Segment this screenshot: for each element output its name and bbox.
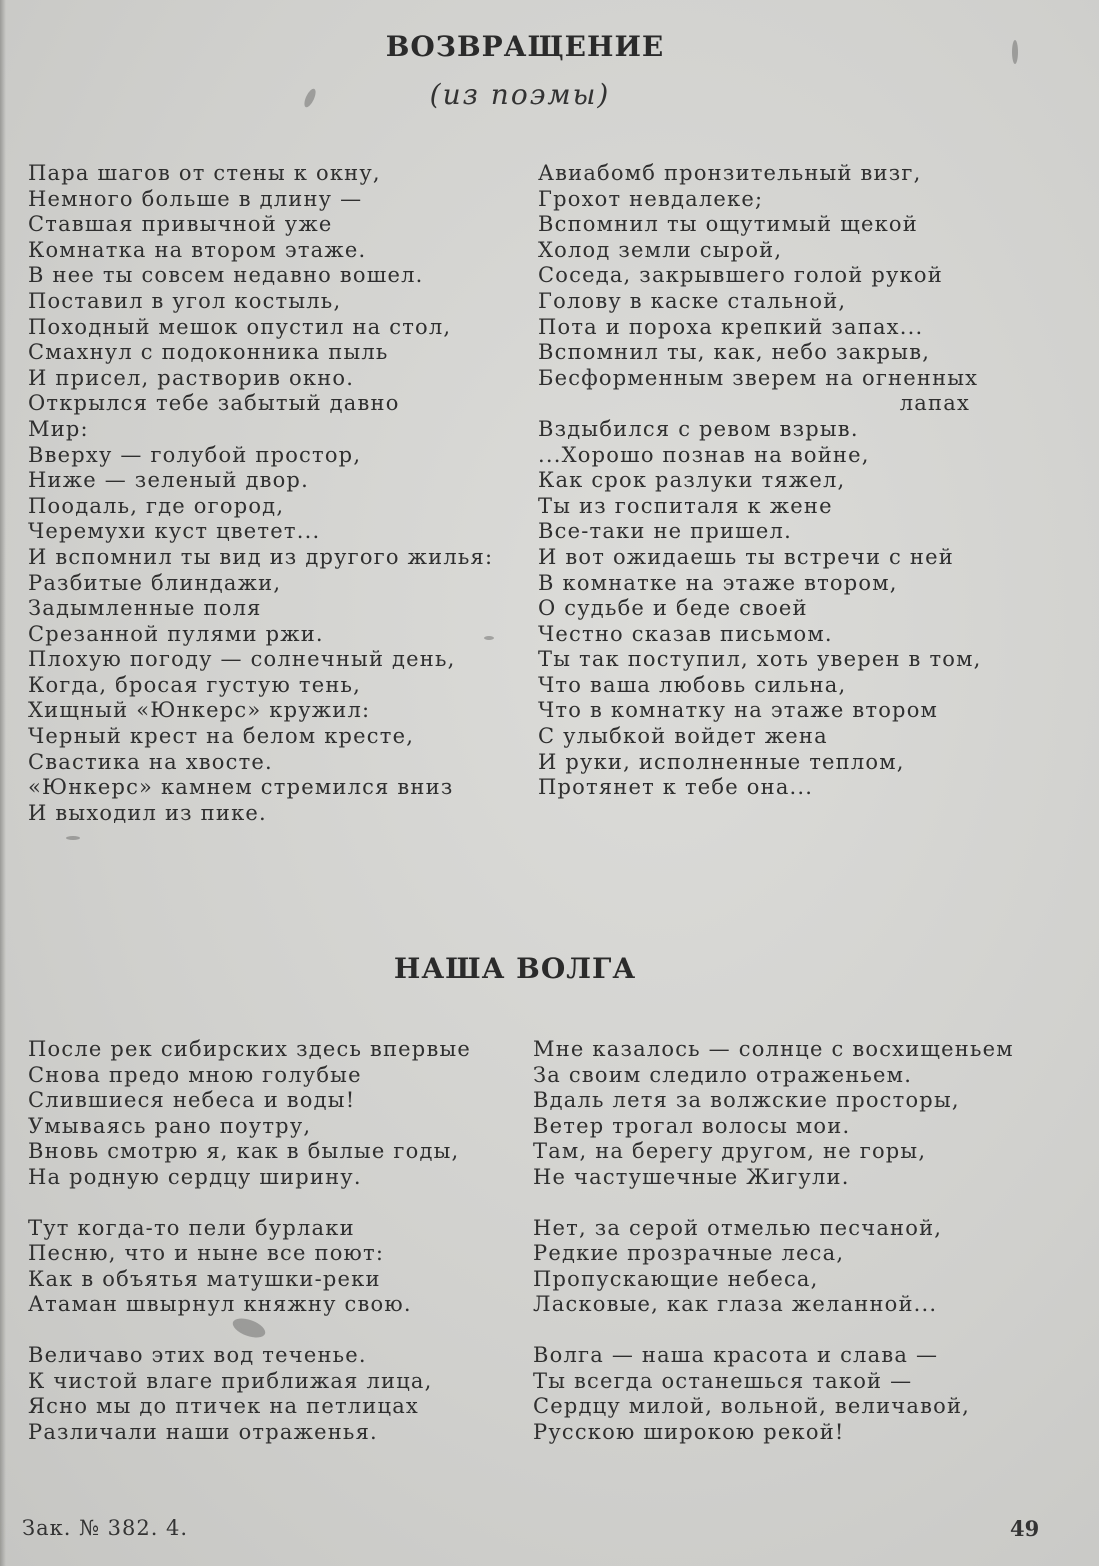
verse-line: Нет, за серой отмелью песчаной, xyxy=(533,1215,943,1240)
poem2-right-column xyxy=(533,1037,1014,1445)
poem1-right-column xyxy=(538,161,982,801)
verse-line: Величаво этих вод теченье. xyxy=(28,1343,367,1368)
verse-line: С улыбкой войдет жена xyxy=(538,724,828,749)
verse-line: Честно сказав письмом. xyxy=(538,621,833,646)
verse-line: Вдаль летя за волжские просторы, xyxy=(533,1088,960,1112)
poem1-subtitle: (из поэмы) xyxy=(429,78,611,111)
verse-line: В комнатке на этаже втором, xyxy=(538,570,898,595)
verse-line: Песню, что и ныне все поют: xyxy=(28,1241,385,1266)
verse-line: И руки, исполненные теплом, xyxy=(538,749,905,774)
page-number: 49 xyxy=(1010,1516,1040,1541)
verse-line: Вновь смотрю я, как в былые годы, xyxy=(28,1139,460,1163)
verse-line: Мне казалось — солнце с восхищеньем xyxy=(533,1037,1014,1061)
stanza-break xyxy=(533,1318,1014,1344)
verse-line: Авиабомб пронзительный визг, xyxy=(538,161,922,185)
page-edge-shadow xyxy=(0,0,6,1566)
verse-line: Умываясь рано поутру, xyxy=(28,1113,312,1138)
verse-line: Ставшая привычной уже xyxy=(28,212,333,237)
verse-line: Ты так поступил, хоть уверен в том, xyxy=(538,647,982,672)
verse-line: Пота и пороха крепкий запах... xyxy=(538,314,924,339)
verse-line: Разбитые блиндажи, xyxy=(28,570,282,595)
ink-speck xyxy=(66,836,80,840)
verse-line: Волга — наша красота и слава — xyxy=(533,1343,939,1368)
verse-line: Вздыбился с ревом взрыв. xyxy=(538,416,859,441)
verse-line: За своим следило отраженьем. xyxy=(533,1062,913,1087)
verse-line: В нее ты совсем недавно вошел. xyxy=(28,263,424,288)
verse-line: Открылся тебе забытый давно xyxy=(28,391,400,416)
ink-speck xyxy=(1012,40,1018,64)
verse-line: ...Хорошо познав на войне, xyxy=(538,442,870,467)
verse-line: Комнатка на втором этаже. xyxy=(28,237,367,262)
verse-line: Черемухи куст цветет... xyxy=(28,519,321,544)
verse-line: На родную сердцу ширину. xyxy=(28,1164,362,1189)
poem1-title: ВОЗВРАЩЕНИЕ xyxy=(385,30,665,63)
verse-line: Ниже — зеленый двор. xyxy=(28,468,309,493)
verse-line: Все-таки не пришел. xyxy=(538,519,792,544)
verse-line: Атаман швырнул княжну свою. xyxy=(28,1292,412,1317)
verse-line: Бесформенным зверем на огненных xyxy=(538,365,979,390)
verse-line: Не частушечные Жигули. xyxy=(533,1164,850,1189)
verse-line: Свастика на хвосте. xyxy=(28,749,273,774)
verse-line: Смахнул с подоконника пыль xyxy=(28,340,389,365)
verse-line: Грохот невдалеке; xyxy=(538,186,764,211)
verse-line: Немного больше в длину — xyxy=(28,186,363,211)
verse-line: Черный крест на белом кресте, xyxy=(28,724,415,749)
verse-line: И выходил из пике. xyxy=(28,800,267,825)
verse-line: Срезанной пулями ржи. xyxy=(28,621,324,646)
verse-line: Что ваша любовь сильна, xyxy=(538,672,847,697)
verse-line: И вот ожидаешь ты встречи с ней xyxy=(538,544,954,569)
verse-line: Там, на берегу другом, не горы, xyxy=(533,1139,927,1163)
verse-line: Вспомнил ты, как, небо закрыв, xyxy=(538,340,931,365)
verse-line: И вспомнил ты вид из другого жилья: xyxy=(28,544,494,569)
verse-line: Мир: xyxy=(28,416,89,441)
verse-line: Соседа, закрывшего голой рукой xyxy=(538,263,943,288)
poem2-title: НАША ВОЛГА xyxy=(393,952,637,985)
verse-line: Голову в каске стальной, xyxy=(538,288,847,313)
verse-line: «Юнкерс» камнем стремился вниз xyxy=(28,775,454,800)
verse-line: О судьбе и беде своей xyxy=(538,596,808,621)
verse-line: Вверху — голубой простор, xyxy=(28,442,362,467)
print-order-note: Зак. № 382. 4. xyxy=(22,1516,189,1540)
verse-line: Ясно мы до птичек на петлицах xyxy=(28,1394,419,1419)
verse-line: Протянет к тебе она... xyxy=(538,775,814,800)
verse-line: Как в объятья матушки-реки xyxy=(28,1266,381,1291)
verse-line: Слившиеся небеса и воды! xyxy=(28,1088,356,1112)
verse-line: Походный мешок опустил на стол, xyxy=(28,314,452,339)
poem1-left-column xyxy=(28,161,493,826)
verse-line: Задымленные поля xyxy=(28,596,262,621)
stanza-break xyxy=(533,1190,1014,1216)
verse-line: Тут когда-то пели бурлаки xyxy=(28,1215,355,1240)
ink-speck xyxy=(484,636,494,640)
verse-line: Редкие прозрачные леса, xyxy=(533,1241,845,1266)
verse-line: И присел, растворив окно. xyxy=(28,365,355,390)
verse-line: Поодаль, где огород, xyxy=(28,493,285,518)
poem2-left-column xyxy=(28,1037,471,1445)
verse-line: Русскою широкою рекой! xyxy=(533,1419,845,1444)
verse-line: Как срок разлуки тяжел, xyxy=(538,468,846,493)
verse-line: Различали наши отраженья. xyxy=(28,1419,378,1444)
verse-line: Когда, бросая густую тень, xyxy=(28,672,362,697)
verse-line: Хищный «Юнкерс» кружил: xyxy=(28,698,371,723)
verse-line: Плохую погоду — солнечный день, xyxy=(28,647,456,672)
verse-line: К чистой влаге приближая лица, xyxy=(28,1368,433,1393)
verse-line: Ветер трогал волосы мои. xyxy=(533,1113,851,1138)
verse-line: Сердцу милой, вольной, величавой, xyxy=(533,1394,971,1419)
verse-line: Что в комнатку на этаже втором xyxy=(538,698,939,723)
verse-line: лапах xyxy=(899,391,970,416)
verse-line: Пропускающие небеса, xyxy=(533,1266,819,1291)
verse-line: Ласковые, как глаза желанной... xyxy=(533,1292,938,1317)
verse-line: Снова предо мною голубые xyxy=(28,1062,362,1087)
verse-line: Поставил в угол костыль, xyxy=(28,288,342,313)
verse-line: Вспомнил ты ощутимый щекой xyxy=(538,212,918,237)
verse-line: Пара шагов от стены к окну, xyxy=(28,161,381,185)
verse-line: Холод земли сырой, xyxy=(538,237,783,262)
verse-line: Ты из госпиталя к жене xyxy=(538,493,833,518)
verse-line: Ты всегда останешься такой — xyxy=(533,1368,913,1393)
verse-line: После рек сибирских здесь впервые xyxy=(28,1037,472,1061)
stanza-break xyxy=(28,1190,471,1216)
